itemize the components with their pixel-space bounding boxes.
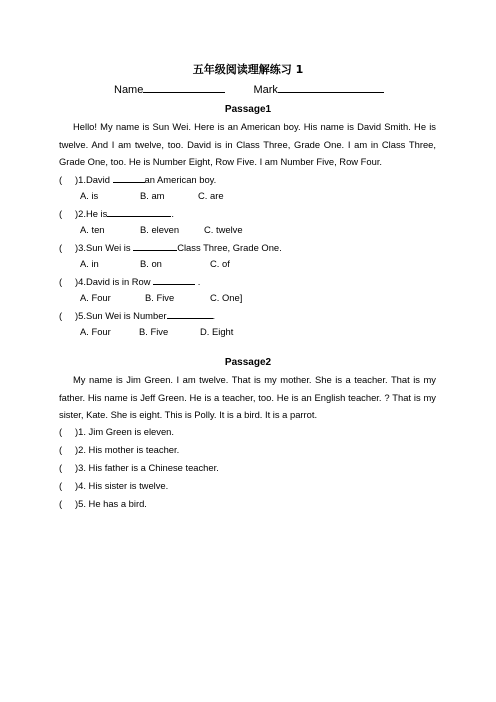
- q4-option-c: C. One]: [210, 292, 243, 303]
- q2-option-c: C. twelve: [204, 224, 243, 235]
- q5-option-a: A. Four: [80, 326, 111, 337]
- answer-blank[interactable]: [107, 207, 171, 217]
- statement-2: ( )2. His mother is teacher.: [59, 444, 180, 455]
- question-4: ( )4.David is in Row .: [59, 276, 201, 287]
- passage2-text: My name is Jim Green. I am twelve. That is my mother. She is a teacher. That is my father. His name is Jeff Green. He is a teacher, too. He is an English teacher. ? That is my sister, Kate. She is eight. This is Polly. It is a bird. It is a parrot.: [59, 374, 436, 420]
- question-3: ( )3.Sun Wei is Class Three, Grade One.: [59, 242, 282, 253]
- q3-option-b: B. on: [140, 258, 162, 269]
- q1-option-c: C. are: [198, 190, 224, 201]
- answer-blank[interactable]: [133, 241, 177, 251]
- name-blank[interactable]: [143, 82, 225, 93]
- question-1: ( )1.David an American boy.: [59, 174, 217, 185]
- q1-option-b: B. am: [140, 190, 165, 201]
- q2-option-a: A. ten: [80, 224, 105, 235]
- statement-5: ( )5. He has a bird.: [59, 498, 147, 509]
- passage1-heading: Passage1: [224, 104, 272, 115]
- mark-blank[interactable]: [278, 82, 384, 93]
- q4-option-b: B. Five: [145, 292, 175, 303]
- passage2-heading: Passage2: [224, 357, 272, 368]
- q4-option-a: A. Four: [80, 292, 111, 303]
- statement-1: ( )1. Jim Green is eleven.: [59, 426, 174, 437]
- answer-blank[interactable]: [153, 275, 195, 285]
- q5-option-b: B. Five: [139, 326, 169, 337]
- name-mark-line: [114, 82, 384, 96]
- answer-blank[interactable]: [167, 309, 213, 319]
- q3-option-c: C. of: [210, 258, 230, 269]
- statement-3: ( )3. His father is a Chinese teacher.: [59, 462, 219, 473]
- q3-option-a: A. in: [80, 258, 99, 269]
- mark-label: Mark: [253, 84, 278, 96]
- name-label: Name: [114, 84, 144, 96]
- q1-option-a: A. is: [80, 190, 99, 201]
- passage1-text: Hello! My name is Sun Wei. Here is an American boy. His name is David Smith. He is twelve. And I am twelve, too. David is in Class Three, Grade One. I am in Class Three, Grade One, too. He is Number Eight, Row Five. I am Number Five, Row Four.: [59, 121, 436, 167]
- q2-option-b: B. eleven: [140, 224, 180, 235]
- worksheet-title: 五年级阅读理解练习 1: [192, 63, 304, 76]
- answer-blank[interactable]: [113, 173, 145, 183]
- q5-option-c: D. Eight: [200, 326, 234, 337]
- question-2: ( )2.He is .: [59, 208, 174, 219]
- statement-4: ( )4. His sister is twelve.: [59, 480, 169, 491]
- question-5: ( )5.Sun Wei is Number .: [59, 310, 216, 321]
